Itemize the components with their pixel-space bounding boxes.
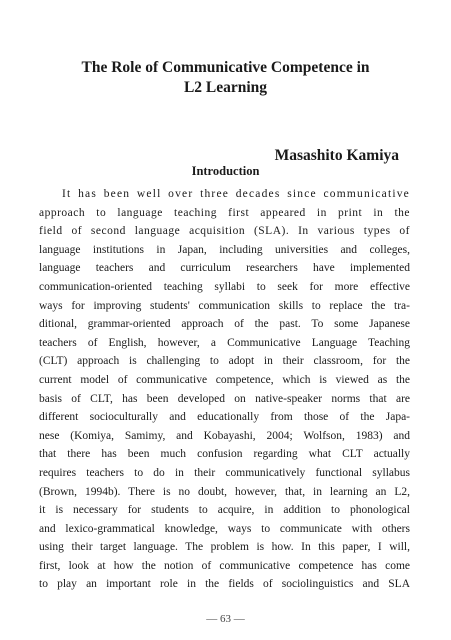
title-line-1: The Role of Communicative Competence in bbox=[81, 59, 370, 76]
body-line: field of second language acquisition (SLA). In various types of bbox=[39, 225, 410, 238]
body-line: (Brown, 1994b). There is no doubt, however, that, in learning an L2, bbox=[39, 485, 410, 498]
author-name: Masashito Kamiya bbox=[274, 147, 399, 164]
body-line: it is necessary for students to acquire, in addition to phonological bbox=[39, 504, 410, 517]
section-heading-introduction: Introduction bbox=[191, 164, 260, 178]
body-line: and lexico-grammatical knowledge, ways to communicate with others bbox=[39, 522, 410, 535]
paper-title bbox=[40, 58, 411, 98]
body-line: current model of communicative competence, which is viewed as the bbox=[39, 373, 410, 386]
body-line: language teachers and curriculum researchers have implemented bbox=[39, 262, 410, 275]
body-line: teachers of English, however, a Communicative Language Teaching bbox=[39, 336, 410, 349]
body-line: using their target language. The problem is how. In this paper, I will, bbox=[39, 541, 410, 554]
body-line: (CLT) approach is challenging to adopt in their classroom, for the bbox=[39, 355, 410, 368]
body-line: requires teachers to do in their communicatively functional syllabus bbox=[39, 466, 410, 479]
title-line-2: L2 Learning bbox=[183, 79, 268, 96]
body-line: ways for improving students' communication skills to replace the tra- bbox=[39, 299, 410, 312]
body-line: approach to language teaching first appeared in print in the bbox=[39, 206, 410, 219]
body-line: basis of CLT, has been developed on native-speaker norms that are bbox=[39, 392, 410, 405]
body-line: that there has been much confusion regarding what CLT actually bbox=[39, 448, 410, 461]
body-paragraph bbox=[39, 185, 410, 594]
body-line: to play an important role in the fields of sociolinguistics and SLA bbox=[39, 578, 410, 591]
page-number: — 63 — bbox=[206, 613, 245, 625]
body-line: language institutions in Japan, including universities and colleges, bbox=[39, 243, 410, 256]
body-line: communication-oriented teaching syllabi to seek for more effective bbox=[39, 280, 410, 293]
body-line: It has been well over three decades since communicative bbox=[62, 188, 410, 200]
body-line: different socioculturally and educationally from those of the Japa- bbox=[39, 411, 410, 424]
body-line: nese (Komiya, Samimy, and Kobayashi, 2004; Wolfson, 1983) and bbox=[39, 429, 410, 442]
body-line: ditional, grammar-oriented approach of the past. To some Japanese bbox=[39, 318, 410, 331]
body-line: first, look at how the notion of communicative competence has come bbox=[39, 559, 410, 572]
